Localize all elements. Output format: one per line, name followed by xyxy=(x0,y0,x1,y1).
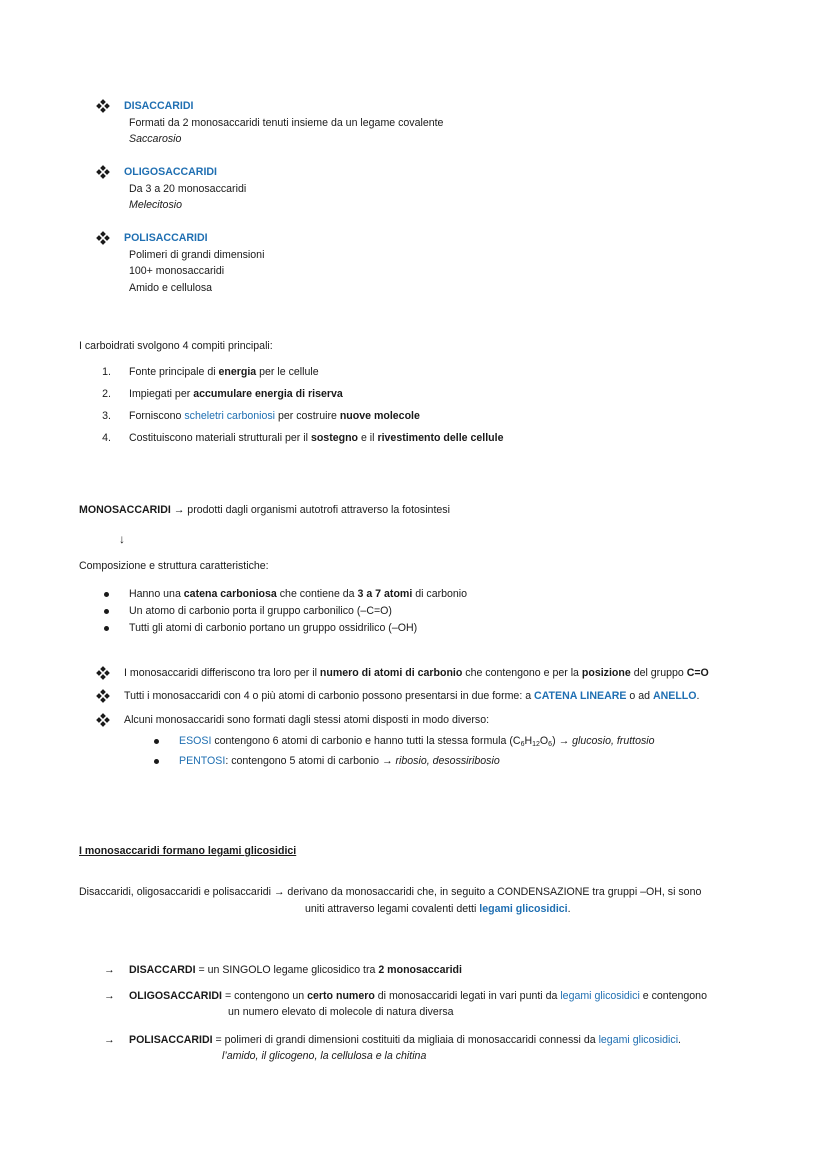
list-number: 3. xyxy=(102,410,111,422)
bullet-icon xyxy=(104,592,109,597)
point-carbon-number: I monosaccaridi differiscono tra loro per il numero di atomi di carbonio che contengono e per la posizione del gruppo C=O xyxy=(124,667,709,679)
list-item: Forniscono scheletri carboniosi per costruire nuove molecole xyxy=(129,410,420,422)
bullet-icon xyxy=(104,609,109,614)
section-heading: I monosaccaridi formano legami glicosidici xyxy=(79,845,297,857)
list-item: Impiegati per accumulare energia di riserva xyxy=(129,388,343,400)
diamond-bullet-icon xyxy=(97,166,109,178)
composition-intro: Composizione e struttura caratteristiche: xyxy=(79,560,269,572)
diamond-bullet-icon xyxy=(97,232,109,244)
mono-heading-line: MONOSACCARIDI → prodotti dagli organismi autotrofi attraverso la fotosintesi xyxy=(79,504,450,516)
oligosaccaridi-desc: Da 3 a 20 monosaccaridi xyxy=(129,183,247,195)
point-isomers: Alcuni monosaccaridi sono formati dagli stessi atomi disposti in modo diverso: xyxy=(124,714,490,726)
tasks-intro: I carboidrati svolgono 4 compiti principali: xyxy=(79,340,273,352)
oligosaccaridi-example: Melecitosio xyxy=(129,199,182,211)
right-arrow-icon: → xyxy=(558,735,570,747)
polisaccaridi-title: POLISACCARIDI xyxy=(124,232,208,244)
glyco-paragraph-line2: uniti attraverso legami covalenti detti legami glicosidici. xyxy=(305,903,571,915)
oligosaccaridi-title: OLIGOSACCARIDI xyxy=(124,166,217,178)
glyco-paragraph-line1: Disaccaridi, oligosaccaridi e polisaccaridi → derivano da monosaccaridi che, in seguito a CONDENSAZIONE tra gruppi –OH, si sono xyxy=(79,886,702,898)
down-arrow-icon: ↓ xyxy=(119,532,125,546)
list-number: 1. xyxy=(102,366,111,378)
point-forms: Tutti i monosaccaridi con 4 o più atomi di carbonio possono presentarsi in due forme: a CATENA LINEARE o ad ANELLO. xyxy=(124,690,700,702)
disaccaridi-title: DISACCARIDI xyxy=(124,100,194,112)
bullet-icon xyxy=(104,626,109,631)
disaccardi-item: DISACCARDI = un SINGOLO legame glicosidico tra 2 monosaccaridi xyxy=(129,964,462,976)
right-arrow-icon: → xyxy=(104,1034,115,1046)
disaccaridi-desc: Formati da 2 monosaccaridi tenuti insieme da un legame covalente xyxy=(129,117,444,129)
diamond-bullet-icon xyxy=(97,714,109,726)
polisaccaridi-line2: 100+ monosaccaridi xyxy=(129,265,225,277)
oligosaccaridi-item: OLIGOSACCARIDI = contengono un certo numero di monosaccaridi legati in vari punti da legami glicosidici e contengono xyxy=(129,990,707,1002)
list-number: 4. xyxy=(102,432,111,444)
bullet-icon xyxy=(154,739,159,744)
polisaccaridi-item: POLISACCARIDI = polimeri di grandi dimensioni costituiti da migliaia di monosaccaridi connessi da legami glicosidici. xyxy=(129,1034,681,1046)
list-number: 2. xyxy=(102,388,111,400)
polisaccaridi-line1: Polimeri di grandi dimensioni xyxy=(129,249,265,261)
right-arrow-icon: → xyxy=(173,504,185,516)
list-item: Fonte principale di energia per le cellule xyxy=(129,366,319,378)
polisaccaridi-examples: l’amido, il glicogeno, la cellulosa e la chitina xyxy=(222,1050,427,1062)
diamond-bullet-icon xyxy=(97,100,109,112)
list-item: Hanno una catena carboniosa che contiene da 3 a 7 atomi di carbonio xyxy=(129,588,468,600)
list-item: Costituiscono materiali strutturali per il sostegno e il rivestimento delle cellule xyxy=(129,432,504,444)
bullet-icon xyxy=(154,759,159,764)
diamond-bullet-icon xyxy=(97,667,109,679)
right-arrow-icon: → xyxy=(104,990,115,1002)
disaccaridi-example: Saccarosio xyxy=(129,133,182,145)
right-arrow-icon: → xyxy=(273,886,285,898)
pentosi-item: PENTOSI: contengono 5 atomi di carbonio → ribosio, desossiribosio xyxy=(179,755,500,767)
diamond-bullet-icon xyxy=(97,690,109,702)
list-item: Tutti gli atomi di carbonio portano un gruppo ossidrilico (–OH) xyxy=(129,622,418,634)
right-arrow-icon: → xyxy=(381,755,393,767)
right-arrow-icon: → xyxy=(104,964,115,976)
oligosaccaridi-item-line2: un numero elevato di molecole di natura diversa xyxy=(228,1006,454,1018)
esosi-item: ESOSI contengono 6 atomi di carbonio e hanno tutti la stessa formula $(C_6H_{12}O_6)$ → glucosio, fruttosio xyxy=(179,735,655,748)
polisaccaridi-line3: Amido e cellulosa xyxy=(129,282,213,294)
list-item: Un atomo di carbonio porta il gruppo carbonilico (–C=O) xyxy=(129,605,392,617)
